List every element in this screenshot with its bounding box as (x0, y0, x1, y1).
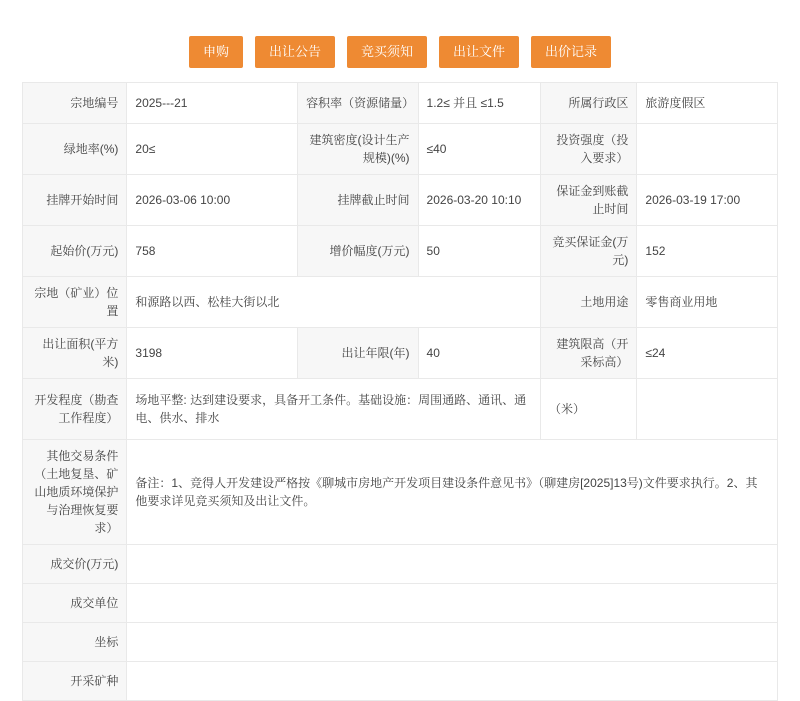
field-unit: （米） (541, 379, 637, 440)
table-row (23, 379, 778, 440)
field-label: 建筑限高（开采标高） (541, 328, 637, 379)
tab-apply[interactable]: 申购 (189, 36, 243, 68)
field-label: 成交单位 (23, 584, 127, 623)
field-value: 零售商业用地 (637, 277, 778, 328)
field-value: 和源路以西、松桂大街以北 (127, 277, 541, 328)
table-row (23, 662, 778, 701)
tab-bid-record[interactable]: 出价记录 (531, 36, 611, 68)
field-label: 竞买保证金(万元) (541, 226, 637, 277)
field-label: 宗地编号 (23, 83, 127, 124)
tab-transfer-announcement[interactable]: 出让公告 (255, 36, 335, 68)
field-label: 宗地（矿业）位置 (23, 277, 127, 328)
field-value: 备注：1、竞得人开发建设严格按《聊城市房地产开发项目建设条件意见书》（聊建房[2025]13号)文件要求执行。2、其他要求详见竞买须知及出让文件。 (127, 440, 778, 545)
field-label: 出让年限(年) (298, 328, 418, 379)
field-value (127, 623, 778, 662)
field-label: 出让面积(平方米) (23, 328, 127, 379)
field-value: 2025---21 (127, 83, 298, 124)
table-row (23, 584, 778, 623)
field-label: 挂牌开始时间 (23, 175, 127, 226)
field-label: 坐标 (23, 623, 127, 662)
table-row (23, 328, 778, 379)
table-row (23, 83, 778, 124)
field-value: 50 (418, 226, 540, 277)
field-label: 投资强度（投入要求） (541, 124, 637, 175)
tab-bar (0, 0, 800, 82)
field-value: 2026-03-19 17:00 (637, 175, 778, 226)
field-label: 土地用途 (541, 277, 637, 328)
table-row (23, 440, 778, 545)
field-value (127, 584, 778, 623)
field-value: ≤40 (418, 124, 540, 175)
field-value: 758 (127, 226, 298, 277)
table-row (23, 277, 778, 328)
field-label: 绿地率(%) (23, 124, 127, 175)
table-row (23, 623, 778, 662)
field-value: ≤24 (637, 328, 778, 379)
field-value (637, 124, 778, 175)
field-label: 保证金到账截止时间 (541, 175, 637, 226)
field-value (127, 662, 778, 701)
field-label: 开发程度（勘查工作程度） (23, 379, 127, 440)
field-value (637, 379, 778, 440)
field-label: 增价幅度(万元) (298, 226, 418, 277)
field-label: 所属行政区 (541, 83, 637, 124)
field-value: 场地平整: 达到建设要求，具备开工条件。基础设施：周围通路、通讯、通电、供水、排水 (127, 379, 541, 440)
table-row (23, 175, 778, 226)
field-label: 成交价(万元) (23, 545, 127, 584)
field-value: 2026-03-20 10:10 (418, 175, 540, 226)
field-label: 容积率（资源储量） (298, 83, 418, 124)
field-label: 其他交易条件（土地复垦、矿山地质环境保护与治理恢复要求） (23, 440, 127, 545)
field-value: 1.2≤ 并且 ≤1.5 (418, 83, 540, 124)
field-label: 挂牌截止时间 (298, 175, 418, 226)
field-label: 起始价(万元) (23, 226, 127, 277)
detail-table-wrapper (0, 82, 800, 701)
field-label: 建筑密度(设计生产规模)(%) (298, 124, 418, 175)
field-value: 152 (637, 226, 778, 277)
tab-bidding-notice[interactable]: 竞买须知 (347, 36, 427, 68)
table-row (23, 124, 778, 175)
field-value (127, 545, 778, 584)
table-row (23, 545, 778, 584)
field-value: 2026-03-06 10:00 (127, 175, 298, 226)
land-detail-table (22, 82, 778, 701)
table-row (23, 226, 778, 277)
field-value: 旅游度假区 (637, 83, 778, 124)
field-value: 40 (418, 328, 540, 379)
field-label: 开采矿种 (23, 662, 127, 701)
field-value: 3198 (127, 328, 298, 379)
tab-transfer-document[interactable]: 出让文件 (439, 36, 519, 68)
field-value: 20≤ (127, 124, 298, 175)
